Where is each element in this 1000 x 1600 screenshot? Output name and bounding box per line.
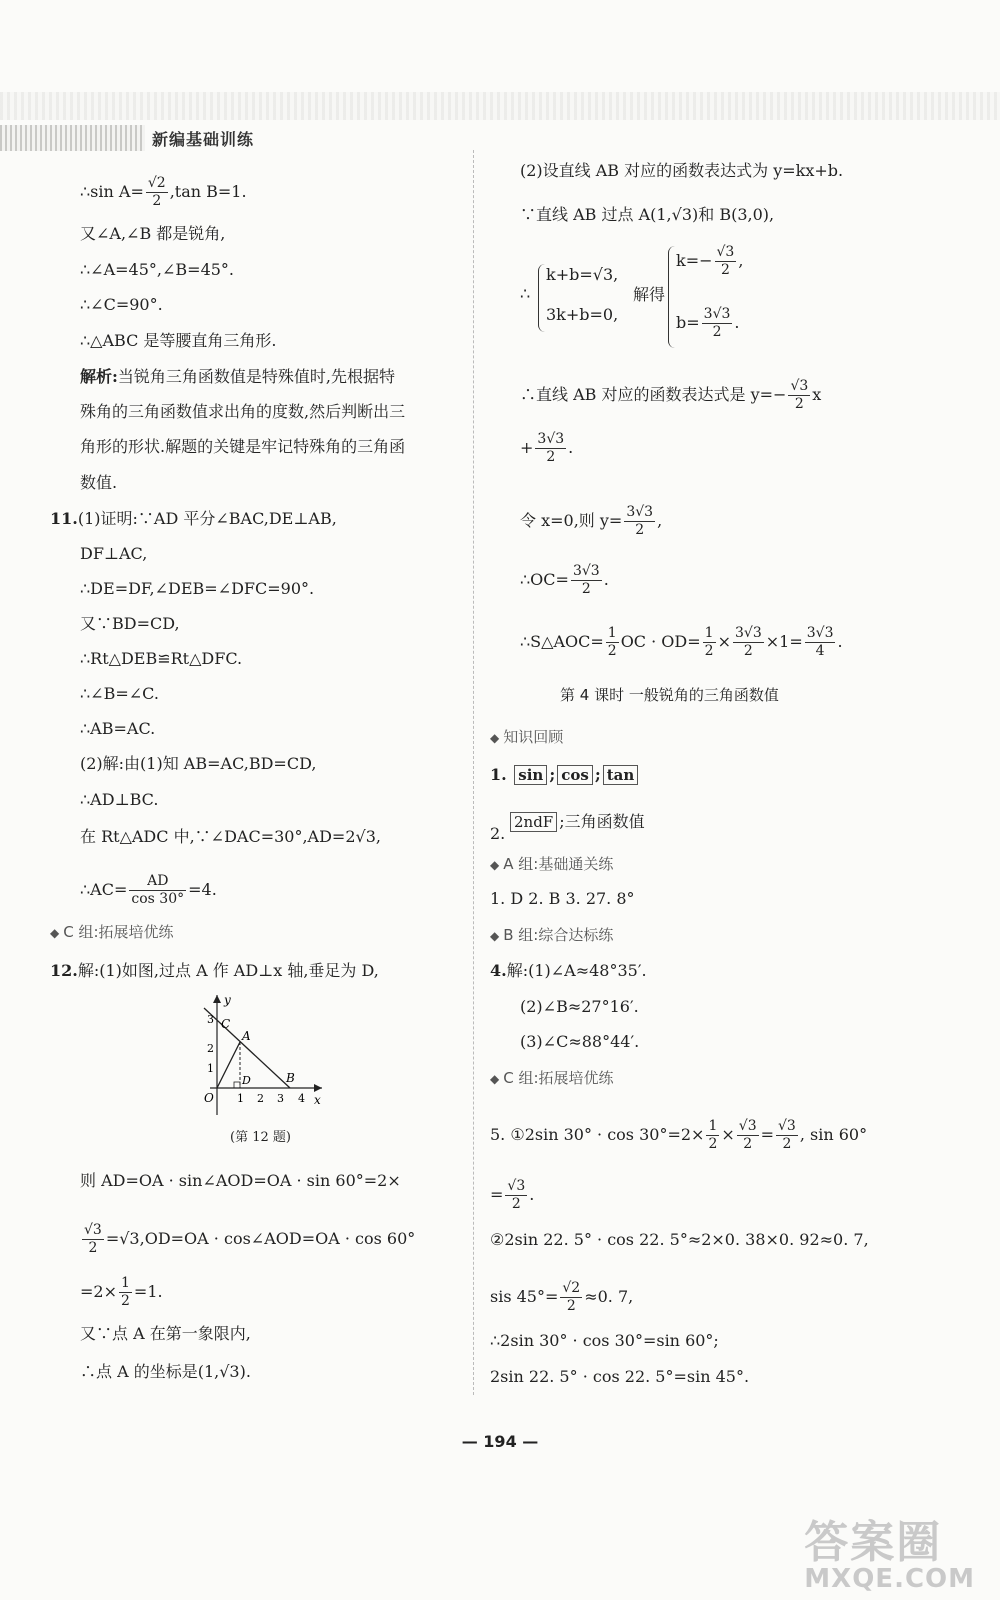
system-eq2: 3k+b=0, xyxy=(546,305,619,324)
line-text: 在 Rt△ADC 中,∵∠DAC=30°,AD=2√3, xyxy=(80,827,381,846)
text-line xyxy=(80,1361,251,1383)
text-line xyxy=(80,1170,401,1192)
fraction: $\frac{3√3}{2}$ xyxy=(703,306,731,340)
fraction: $\frac{3√3}{2}$ xyxy=(537,431,565,465)
section-heading: ◆ C 组:拓展培优练 xyxy=(490,1069,614,1087)
text-line xyxy=(80,578,314,600)
tick-x-1: 1 xyxy=(237,1092,244,1105)
line-text: 解:(1)如图,过点 A 作 AD⊥x 轴,垂足为 D, xyxy=(77,961,379,980)
line-segment: ∴直线 AB 对应的函数表达式是 y=− xyxy=(520,385,787,404)
fraction: $\frac{√3}{2}$ xyxy=(84,1222,102,1256)
fraction: $\frac{3√3}{2}$ xyxy=(626,504,654,538)
line-segment: =1. xyxy=(133,1282,163,1301)
text-line xyxy=(490,1178,534,1213)
diamond-icon: ◆ xyxy=(490,929,500,943)
answer-2-keys: 2ndF ;三角函数值 xyxy=(508,811,645,833)
scan-top-band xyxy=(0,92,1000,120)
diamond-icon: ◆ xyxy=(50,926,60,940)
text-line xyxy=(490,1366,749,1388)
line-segment: × xyxy=(721,1125,735,1144)
fraction: $\frac{√3}{2}$ xyxy=(738,1118,757,1152)
line-text: ②2sin 22. 5° · cos 22. 5°≈2×0. 38×0. 92≈0. 7, xyxy=(490,1230,869,1249)
text-line xyxy=(520,504,662,539)
text-line xyxy=(490,1330,719,1352)
text-line xyxy=(490,823,505,845)
origin-label: O xyxy=(204,1091,214,1105)
header-hatch xyxy=(0,125,145,151)
line-label: 11. xyxy=(50,509,78,528)
watermark xyxy=(804,1506,975,1594)
line-text: 当锐角三角函数值是特殊值时,先根据特 xyxy=(117,367,396,386)
line-text: DF⊥AC, xyxy=(80,544,148,563)
line-text: ∴∠B=∠C. xyxy=(80,684,159,703)
line-segment: ∴S△AOC= xyxy=(520,632,604,651)
line-text: 又∵点 A 在第一象限内, xyxy=(80,1324,251,1343)
left-section-c: ◆ C 组:拓展培优练 xyxy=(50,923,174,941)
line-segment: . xyxy=(529,1185,535,1204)
text-line xyxy=(80,648,242,670)
tick-x-3: 3 xyxy=(277,1092,284,1105)
point-d-label: D xyxy=(242,1074,251,1087)
point-c-label: C xyxy=(221,1017,231,1031)
text-line xyxy=(80,259,234,281)
text-line xyxy=(80,1323,251,1345)
text-line xyxy=(80,826,381,848)
fraction: $\frac{3√3}{2}$ xyxy=(572,563,600,597)
fraction: $\frac{1}{2}$ xyxy=(704,625,714,659)
key-tan: tan xyxy=(603,765,639,785)
text-line xyxy=(520,160,843,182)
point-b-label: B xyxy=(286,1071,295,1085)
text-line xyxy=(490,1229,869,1251)
text-line xyxy=(520,204,774,226)
system-eq1: k+b=√3, xyxy=(546,265,619,284)
line-segment: 令 x=0,则 y= xyxy=(520,511,623,530)
line-segment: =2× xyxy=(80,1282,117,1301)
point-a-label: A xyxy=(242,1029,251,1043)
system-solve: 解得 xyxy=(633,285,666,304)
fraction: $\frac{1}{2}$ xyxy=(121,1275,130,1309)
line-segment: ×1= xyxy=(765,632,803,651)
text-line xyxy=(80,472,117,494)
tick-y-1: 1 xyxy=(207,1062,214,1075)
line-segment: =4. xyxy=(188,880,217,899)
text-line xyxy=(80,223,225,245)
solution-b: b= $\frac{3√3}{2}$ . xyxy=(676,306,740,340)
text-line xyxy=(80,613,180,635)
fraction: $\frac{1}{2}$ xyxy=(708,1118,718,1152)
text-line xyxy=(80,436,405,458)
line-text: ∴∠A=45°,∠B=45°. xyxy=(80,260,235,279)
fraction: $\frac{√3}{2}$ xyxy=(507,1178,526,1212)
text-line xyxy=(80,366,395,388)
line-text: ∴AB=AC. xyxy=(80,719,156,738)
section-heading: ◆ A 组:基础通关练 xyxy=(490,855,614,873)
line-segment: ∴OC= xyxy=(520,570,569,589)
line-segment: × xyxy=(717,632,731,651)
line-segment: = xyxy=(490,1185,504,1204)
text-line xyxy=(80,753,316,775)
text-line xyxy=(80,175,247,210)
line-text: (3)∠C≈88°44′. xyxy=(520,1032,640,1051)
line-segment: . xyxy=(837,632,843,651)
line-text: (1)证明:∵AD 平分∠BAC,DE⊥AB, xyxy=(77,509,337,528)
line-segment: ≈0. 7, xyxy=(584,1287,634,1306)
tick-y-3: 3 xyxy=(207,1013,214,1026)
system-therefore: ∴ xyxy=(520,284,531,303)
line-segment: ∴sin A= xyxy=(80,182,144,201)
line-label: 12. xyxy=(50,961,78,980)
page-number: — 194 — xyxy=(461,1432,539,1451)
fraction: $\frac{√3}{2}$ xyxy=(778,1118,796,1152)
text-line xyxy=(80,873,217,908)
line-text: ∴2sin 30° · cos 30°=sin 60°; xyxy=(490,1331,719,1350)
text-line xyxy=(520,563,609,598)
line-text: 又∠A,∠B 都是锐角, xyxy=(80,224,226,243)
text-line xyxy=(520,625,843,660)
fraction: $\frac{3√3}{2}$ xyxy=(734,625,762,659)
answer-1-keys: 1. sin ; cos ; tan xyxy=(490,764,640,786)
line-segment: =√3,OD=OA · cos∠AOD=OA · cos 60° xyxy=(105,1229,416,1248)
line-text: ∴△ABC 是等腰直角三角形. xyxy=(80,331,277,350)
figure-caption: (第 12 题) xyxy=(230,1130,291,1145)
diamond-icon: ◆ xyxy=(490,858,500,872)
line-text: (2)∠B≈27°16′. xyxy=(520,997,639,1016)
line-segment: ,tan B=1. xyxy=(169,182,247,201)
line-text: ∴Rt△DEB≌Rt△DFC. xyxy=(80,649,243,668)
text-line xyxy=(80,789,158,811)
text-line xyxy=(490,1118,867,1153)
system-left-brace xyxy=(538,264,545,332)
page-header xyxy=(0,125,1000,151)
header-title: 新编基础训练 xyxy=(152,130,255,149)
line-text: 殊角的三角函数值求出角的度数,然后判断出三 xyxy=(80,402,406,421)
line-text: 则 AD=OA · sin∠AOD=OA · sin 60°=2× xyxy=(80,1171,401,1190)
line-label: 4. xyxy=(490,961,507,980)
line-segment: . xyxy=(568,438,574,457)
line-text: ∴DE=DF,∠DEB=∠DFC=90°. xyxy=(80,579,315,598)
line-text: 角形的形状.解题的关键是牢记特殊角的三角函 xyxy=(80,437,406,456)
text-line xyxy=(80,543,147,565)
line-text: ∴∠C=90°. xyxy=(80,295,163,314)
line-segment: = xyxy=(760,1125,775,1144)
lesson-title: 第 4 课时 一般锐角的三角函数值 xyxy=(560,686,779,704)
watermark-url: MXQE.COM xyxy=(804,1564,975,1594)
key-sin: sin xyxy=(514,765,547,785)
line-text: 2. xyxy=(490,824,506,843)
line-text: 数值. xyxy=(80,473,118,492)
line-text: ∴AD⊥BC. xyxy=(80,790,159,809)
line-text: ∴点 A 的坐标是(1,√3). xyxy=(80,1362,251,1381)
axis-x-label: x xyxy=(314,1093,321,1107)
key-cos: cos xyxy=(557,765,593,785)
line-text: 1. D 2. B 3. 27. 8° xyxy=(490,889,635,908)
fraction: $\frac{√3}{2}$ xyxy=(716,244,735,278)
line-segment: + xyxy=(520,438,534,457)
line-text: 解:(1)∠A≈48°35′. xyxy=(506,961,647,980)
text-line xyxy=(80,1275,163,1310)
text-line xyxy=(80,401,405,423)
fraction: $\frac{√2}{2}$ xyxy=(147,175,166,209)
tick-y-2: 2 xyxy=(207,1042,214,1055)
fraction: $\frac{√3}{2}$ xyxy=(790,378,809,412)
text-line xyxy=(80,330,277,352)
text-line xyxy=(490,1280,633,1315)
line-text: 2sin 22. 5° · cos 22. 5°=sin 45°. xyxy=(490,1367,750,1386)
solution-k: k=− $\frac{√3}{2}$ , xyxy=(676,244,744,278)
text-line xyxy=(490,888,635,910)
text-line xyxy=(520,378,821,413)
fraction: $\frac{1}{2}$ xyxy=(607,625,617,659)
section-heading: ◆ 知识回顾 xyxy=(490,728,564,746)
line-segment: sis 45°= xyxy=(490,1287,559,1306)
system-right-brace xyxy=(668,246,675,348)
line-segment: , xyxy=(657,511,663,530)
text-line xyxy=(520,1031,639,1053)
figure-12-graph xyxy=(190,990,330,1120)
text-line xyxy=(50,508,337,530)
line-text: 又∵BD=CD, xyxy=(80,614,180,633)
text-line xyxy=(520,996,639,1018)
line-text: ∵直线 AB 过点 A(1,√3)和 B(3,0), xyxy=(520,205,775,224)
key-2ndf: 2ndF xyxy=(510,812,557,832)
text-line xyxy=(50,960,379,982)
diamond-icon: ◆ xyxy=(490,1072,500,1086)
section-heading: ◆ B 组:综合达标练 xyxy=(490,926,614,944)
line-segment: , sin 60° xyxy=(799,1125,868,1144)
fraction: $\frac{AD}{\cos 30^\circ}$ xyxy=(131,873,185,907)
line-text: (2)解:由(1)知 AB=AC,BD=CD, xyxy=(80,754,317,773)
fraction: $\frac{3√3}{4}$ xyxy=(806,625,834,659)
line-text: (2)设直线 AB 对应的函数表达式为 y=kx+b. xyxy=(520,161,844,180)
watermark-logo: 答案圈 xyxy=(804,1517,943,1568)
line-segment: x xyxy=(812,385,822,404)
axis-y-label: y xyxy=(224,993,231,1007)
text-line xyxy=(520,431,573,466)
column-divider xyxy=(473,150,474,1395)
line-label: 解析: xyxy=(80,367,118,386)
text-line xyxy=(80,1222,415,1257)
line-segment: ∴AC= xyxy=(80,880,128,899)
text-line xyxy=(80,718,155,740)
text-line xyxy=(490,960,647,982)
text-line xyxy=(80,683,159,705)
diamond-icon: ◆ xyxy=(490,731,500,745)
tick-x-4: 4 xyxy=(298,1092,305,1105)
tick-x-2: 2 xyxy=(257,1092,264,1105)
text-line xyxy=(80,294,163,316)
line-segment: OC · OD= xyxy=(620,632,701,651)
line-segment: 5. ①2sin 30° · cos 30°=2× xyxy=(490,1125,705,1144)
fraction: $\frac{√2}{2}$ xyxy=(562,1280,581,1314)
line-segment: . xyxy=(603,570,609,589)
